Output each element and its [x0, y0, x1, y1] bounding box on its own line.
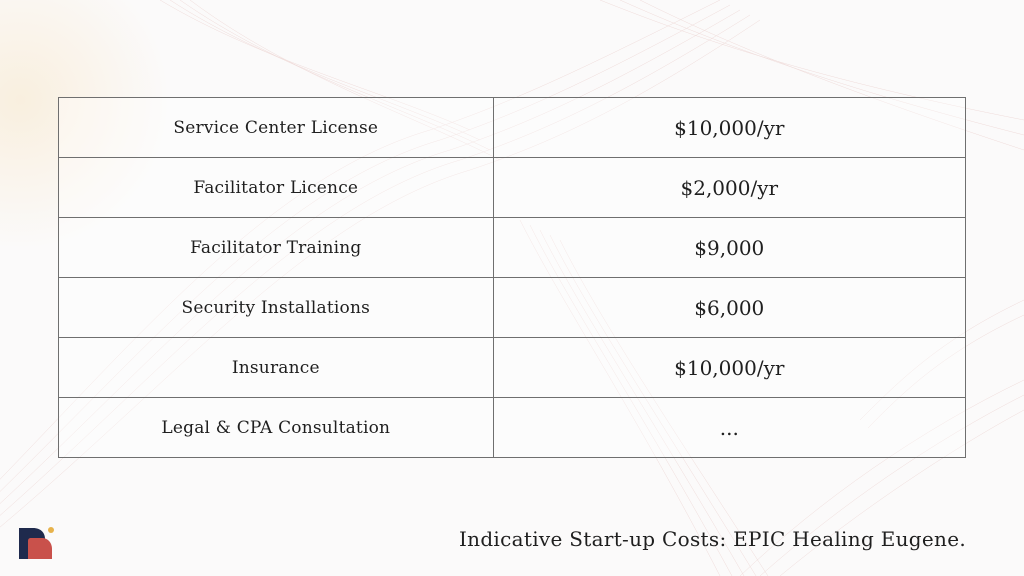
cost-amount-cell: $6,000 — [493, 278, 965, 338]
table-row — [59, 338, 966, 398]
table-row — [59, 98, 966, 158]
cost-item-cell: Insurance — [59, 338, 494, 398]
brand-logo-icon — [17, 525, 57, 561]
cost-item-cell: Facilitator Licence — [59, 158, 494, 218]
table-row — [59, 158, 966, 218]
cost-item-cell: Service Center License — [59, 98, 494, 158]
cost-item-cell: Security Installations — [59, 278, 494, 338]
cost-item-cell: Legal & CPA Consultation — [59, 398, 494, 458]
table-row — [59, 218, 966, 278]
table-row — [59, 278, 966, 338]
cost-amount-cell: $10,000/yr — [493, 338, 965, 398]
table-row — [59, 398, 966, 458]
cost-item-cell: Facilitator Training — [59, 218, 494, 278]
startup-cost-table — [58, 97, 966, 458]
cost-amount-cell: $9,000 — [493, 218, 965, 278]
cost-amount-cell: ... — [493, 398, 965, 458]
slide-caption: Indicative Start-up Costs: EPIC Healing Eugene. — [458, 527, 966, 551]
cost-amount-cell: $10,000/yr — [493, 98, 965, 158]
cost-amount-cell: $2,000/yr — [493, 158, 965, 218]
